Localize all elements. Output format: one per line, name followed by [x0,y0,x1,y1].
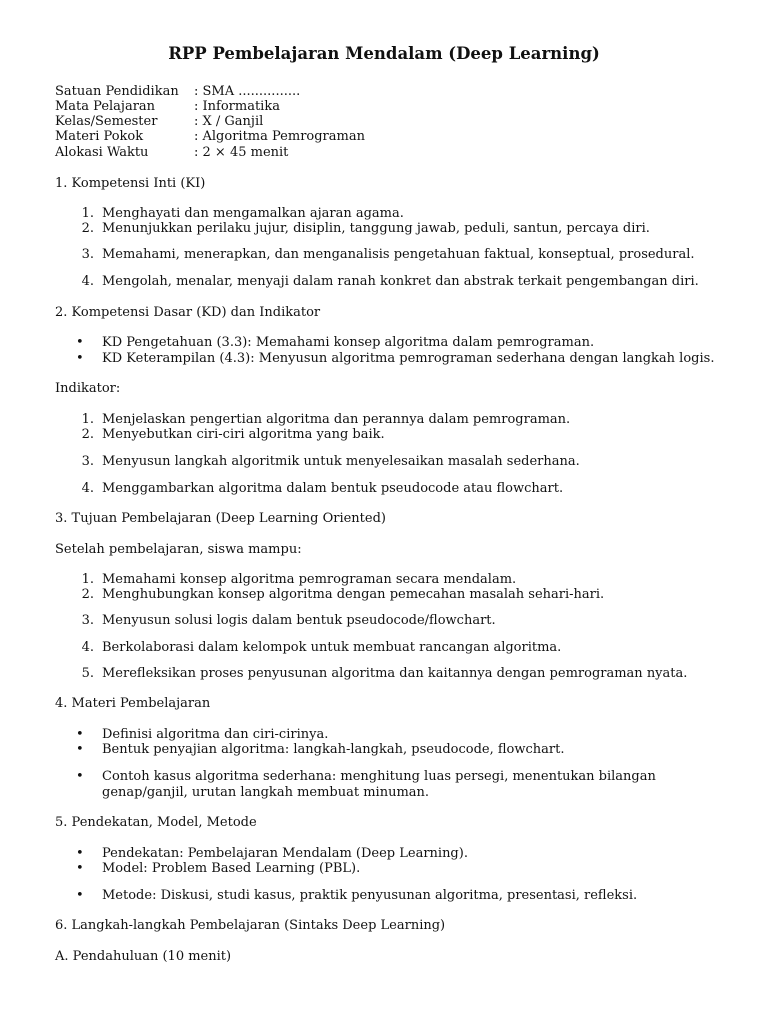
section-heading-pendekatan: 5. Pendekatan, Model, Metode [55,815,257,830]
list-number: 4. [81,640,94,655]
bullet-icon: • [76,769,84,784]
document-title: RPP Pembelajaran Mendalam (Deep Learning) [168,44,600,63]
list-number: 4. [81,274,94,289]
list-item: Memahami, menerapkan, dan menganalisis pengetahuan faktual, konseptual, prosedural. [102,247,695,262]
list-item: Menggambarkan algoritma dalam bentuk pseudocode atau flowchart. [102,481,564,496]
list-number: 4. [81,481,94,496]
list-number: 3. [81,454,94,469]
list-item: KD Keterampilan (4.3): Menyusun algoritma pemrograman sederhana dengan langkah logis. [102,351,715,366]
list-item: Menjelaskan pengertian algoritma dan perannya dalam pemrograman. [102,412,571,427]
meta-value-mapel: : Informatika [194,99,280,114]
list-item: Menyusun langkah algoritmik untuk menyelesaikan masalah sederhana. [102,454,580,469]
bullet-icon: • [76,846,84,861]
list-item: Model: Problem Based Learning (PBL). [102,861,361,876]
list-item: Definisi algoritma dan ciri-cirinya. [102,727,329,742]
subsection-heading-pendahuluan: A. Pendahuluan (10 menit) [55,949,232,964]
section-heading-kd: 2. Kompetensi Dasar (KD) dan Indikator [55,305,321,320]
section-heading-ki: 1. Kompetensi Inti (KI) [55,176,206,191]
bullet-icon: • [76,888,84,903]
bullet-icon: • [76,727,84,742]
list-number: 1. [81,572,94,587]
section-heading-materi: 4. Materi Pembelajaran [55,696,211,711]
meta-value-satuan: : SMA ............... [194,84,301,99]
section-heading-tujuan: 3. Tujuan Pembelajaran (Deep Learning Oriented) [55,511,386,526]
section-intro: Setelah pembelajaran, siswa mampu: [55,542,302,557]
list-item: Contoh kasus algoritma sederhana: menghitung luas persegi, menentukan bilangan [102,769,656,784]
list-item: Menunjukkan perilaku jujur, disiplin, tanggung jawab, peduli, santun, percaya diri. [102,221,650,236]
bullet-icon: • [76,351,84,366]
list-item: Menghubungkan konsep algoritma dengan pemecahan masalah sehari-hari. [102,587,605,602]
list-number: 3. [81,247,94,262]
meta-label-materi: Materi Pokok [55,129,144,144]
list-item: KD Pengetahuan (3.3): Memahami konsep algoritma dalam pemrograman. [102,335,595,350]
meta-value-waktu: : 2 × 45 menit [194,145,289,160]
list-number: 1. [81,206,94,221]
meta-label-waktu: Alokasi Waktu [55,145,149,160]
list-item: Metode: Diskusi, studi kasus, praktik penyusunan algoritma, presentasi, refleksi. [102,888,638,903]
bullet-icon: • [76,861,84,876]
list-item: Berkolaborasi dalam kelompok untuk membuat rancangan algoritma. [102,640,562,655]
list-number: 2. [81,427,94,442]
list-item: Bentuk penyajian algoritma: langkah-langkah, pseudocode, flowchart. [102,742,565,757]
meta-label-mapel: Mata Pelajaran [55,99,156,114]
list-item: Pendekatan: Pembelajaran Mendalam (Deep Learning). [102,846,468,861]
list-number: 2. [81,587,94,602]
list-item: Menyusun solusi logis dalam bentuk pseudocode/flowchart. [102,613,496,628]
list-item: Menghayati dan mengamalkan ajaran agama. [102,206,404,221]
list-number: 2. [81,221,94,236]
list-item: Mengolah, menalar, menyaji dalam ranah konkret dan abstrak terkait pengembangan diri. [102,274,699,289]
meta-value-kelas: : X / Ganjil [194,114,264,129]
list-item: Merefleksikan proses penyusunan algoritma dan kaitannya dengan pemrograman nyata. [102,666,688,681]
list-number: 5. [81,666,94,681]
list-item: Menyebutkan ciri-ciri algoritma yang baik. [102,427,385,442]
section-heading-indikator: Indikator: [55,381,121,396]
list-number: 1. [81,412,94,427]
list-item-continuation: genap/ganjil, urutan langkah membuat minuman. [102,785,430,800]
meta-value-materi: : Algoritma Pemrograman [194,129,365,144]
bullet-icon: • [76,335,84,350]
section-heading-langkah: 6. Langkah-langkah Pembelajaran (Sintaks Deep Learning) [55,918,446,933]
meta-label-kelas: Kelas/Semester [55,114,158,129]
bullet-icon: • [76,742,84,757]
meta-label-satuan: Satuan Pendidikan [55,84,179,99]
list-item: Memahami konsep algoritma pemrograman secara mendalam. [102,572,517,587]
list-number: 3. [81,613,94,628]
